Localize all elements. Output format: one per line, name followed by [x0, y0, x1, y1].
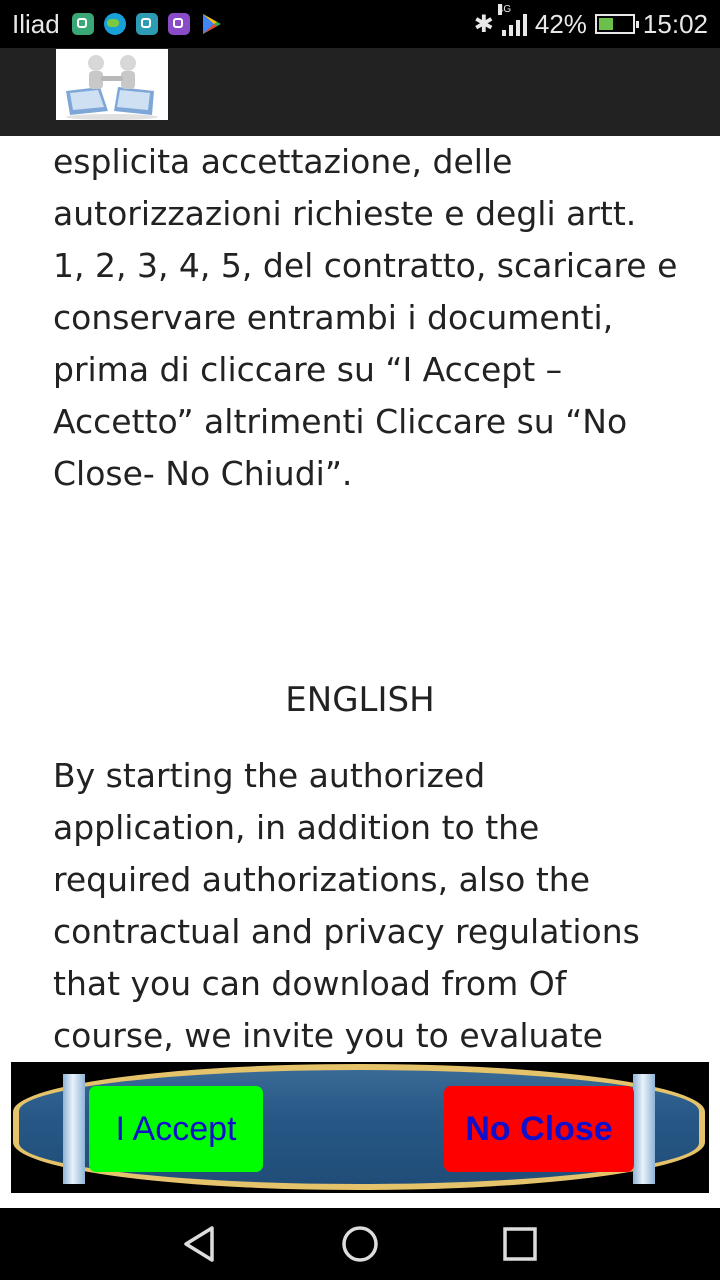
action-bar-frame [13, 1064, 705, 1190]
terms-content[interactable] [0, 136, 720, 1062]
app-bar [0, 48, 720, 136]
clock: 15:02 [642, 8, 708, 39]
recents-icon[interactable] [498, 1222, 542, 1266]
accept-button[interactable]: I Accept [89, 1086, 263, 1172]
carrier-name: Iliad [12, 8, 60, 39]
home-icon[interactable] [338, 1222, 382, 1266]
globe-icon [104, 13, 126, 35]
right-pillar-decoration [633, 1074, 655, 1184]
bluetooth-icon: ✱ [473, 10, 494, 38]
play-store-icon [200, 12, 224, 36]
status-bar [0, 0, 720, 48]
signal-icon [497, 4, 527, 36]
back-icon[interactable] [178, 1222, 222, 1266]
action-bar [11, 1062, 709, 1193]
left-pillar-decoration [63, 1074, 85, 1184]
section-heading-english: ENGLISH [285, 680, 435, 720]
android-icon [136, 13, 158, 35]
no-close-button[interactable]: No Close [444, 1086, 634, 1172]
battery-icon [595, 14, 635, 34]
app-notification-icon [72, 13, 94, 35]
navigation-bar [0, 1208, 720, 1280]
battery-percentage: 42% [534, 8, 587, 39]
gallery-icon [168, 13, 190, 35]
english-terms-paragraph: By starting the authorized application, in addition to the required authorizations, also the contractual and privacy regulations that you can download from Of course, we invite you to evaluate [53, 756, 640, 1055]
italian-terms-paragraph: esplicita accettazione, delle autorizzazioni richieste e degli artt. 1, 2, 3, 4, 5, del contratto, scaricare e conservare entrambi i documenti, prima di cliccare su “I Accept – Accetto” altrimenti Cliccare su “No Close- No Chiudi”. [53, 142, 678, 493]
app-logo [56, 49, 168, 120]
network-type: 4G [497, 4, 512, 15]
